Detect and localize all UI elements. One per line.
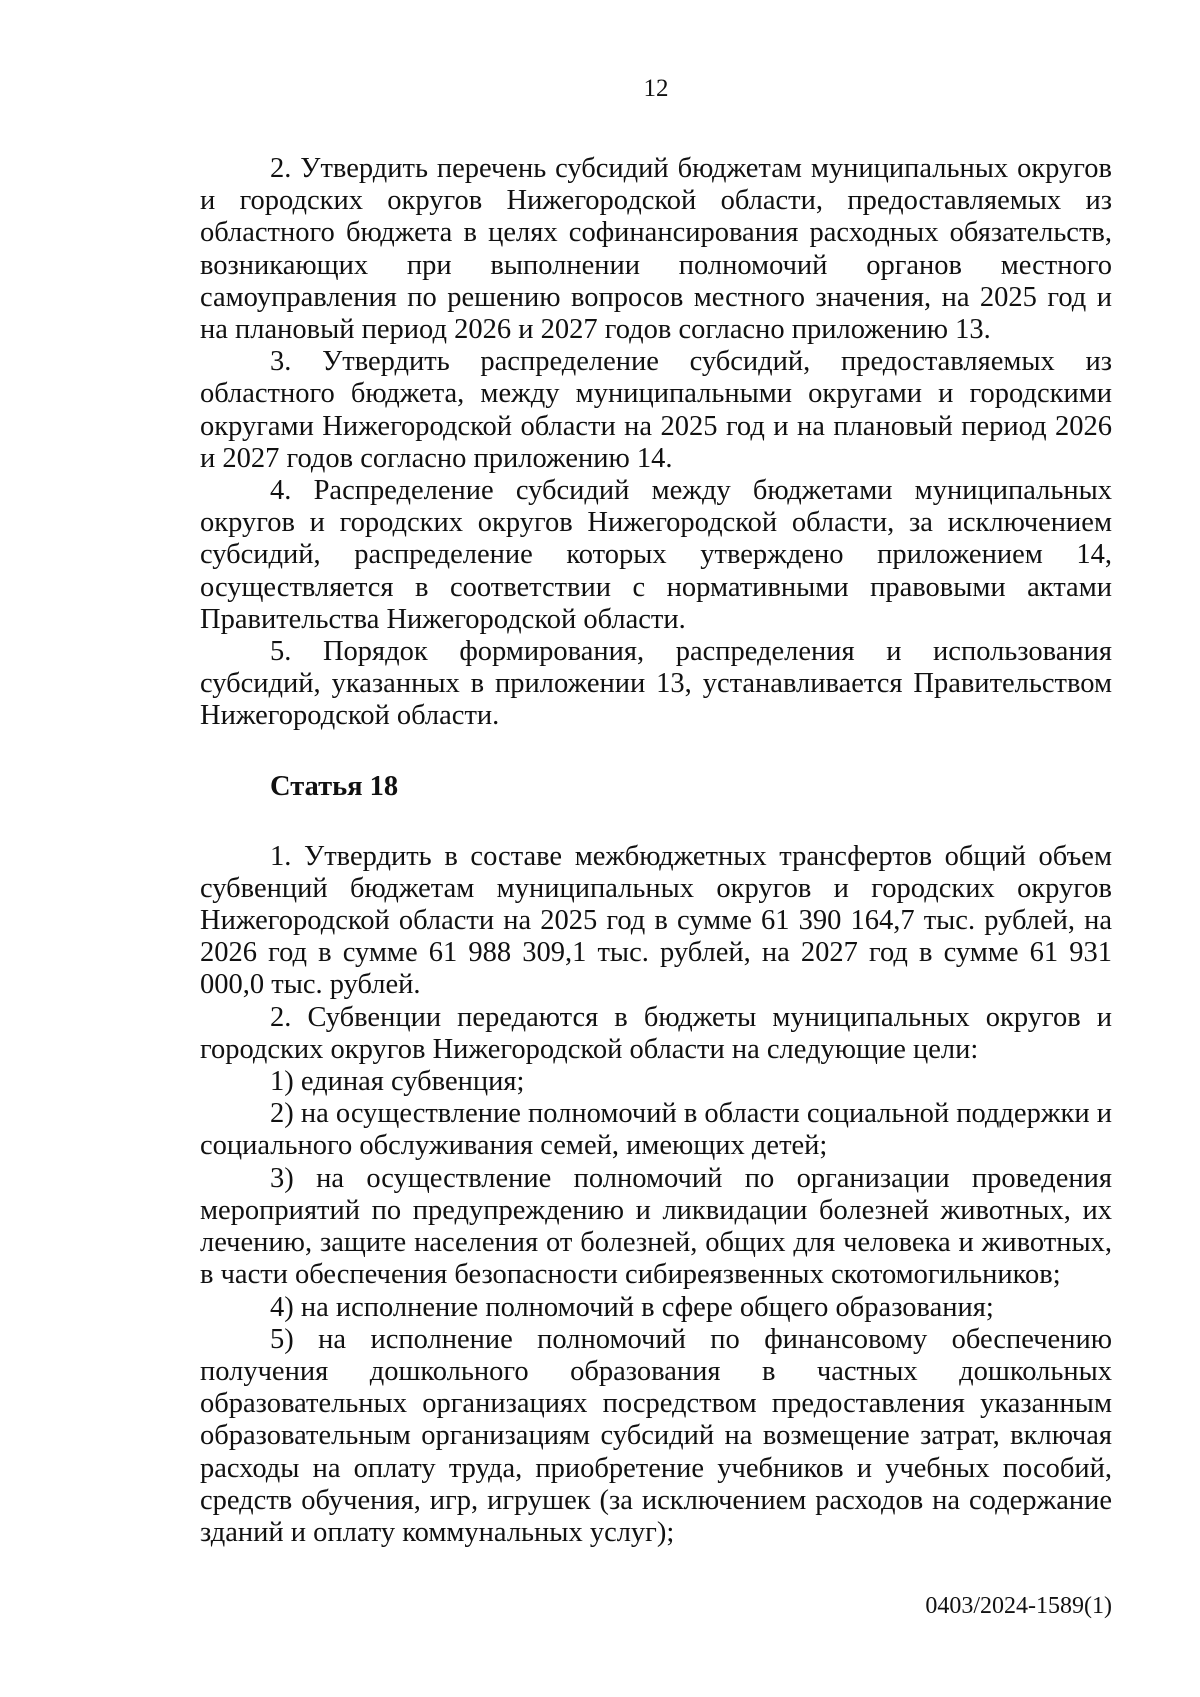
list-item-2: 2) на осуществление полномочий в области социальной поддержки и социального обслуживания семей, имеющих детей; bbox=[200, 1098, 1112, 1162]
article-paragraph-2: 2. Субвенции передаются в бюджеты муниципальных округов и городских округов Нижегородской области на следующие цели: bbox=[200, 1001, 1112, 1065]
paragraph-item-2: 2. Утвердить перечень субсидий бюджетам муниципальных округов и городских округов Нижегородской области, предоставляемых из областного бюджета в целях софинансирования расходных обязательств, возникающих при выполнении полномочий органов местного самоуправления по решению вопросов местного значения, на 2025 год и на плановый период 2026 и 2027 годов согласно приложению 13. bbox=[200, 153, 1112, 346]
article-paragraph-1: 1. Утвердить в составе межбюджетных трансфертов общий объем субвенций бюджетам муниципальных округов и городских округов Нижегородской области на 2025 год в сумме 61 390 164,7 тыс. рублей, на 2026 год в сумме 61 988 309,1 тыс. рублей, на 2027 год в сумме 61 931 000,0 тыс. рублей. bbox=[200, 840, 1112, 1001]
list-item-3: 3) на осуществление полномочий по организации проведения мероприятий по предупреждению и ликвидации болезней животных, их лечению, защите населения от болезней, общих для человека и животных, в части обеспечения безопасности сибиреязвенных скотомогильников; bbox=[200, 1162, 1112, 1291]
list-item-4: 4) на исполнение полномочий в сфере общего образования; bbox=[270, 1291, 994, 1323]
paragraph-item-3: 3. Утвердить распределение субсидий, предоставляемых из областного бюджета, между муниципальными округами и городскими округами Нижегородской области на 2025 год и на плановый период 2026 и 2027 годов согласно приложению 14. bbox=[200, 346, 1112, 474]
paragraph-item-4: 4. Распределение субсидий между бюджетами муниципальных округов и городских округов Нижегородской области, за исключением субсидий, распределение которых утверждено приложением 14, осуществляется в соответствии с нормативными правовыми актами Правительства Нижегородской области. bbox=[200, 475, 1112, 635]
list-item-1: 1) единая субвенция; bbox=[270, 1066, 525, 1098]
document-code: 0403/2024-1589(1) bbox=[925, 1593, 1112, 1619]
document-body bbox=[200, 153, 1112, 1549]
article-heading: Статья 18 bbox=[270, 770, 399, 802]
paragraph-item-5: 5. Порядок формирования, распределения и использования субсидий, указанных в приложении 13, устанавливается Правительством Нижегородской области. bbox=[200, 636, 1112, 732]
page-number: 12 bbox=[643, 75, 669, 102]
list-item-5: 5) на исполнение полномочий по финансовому обеспечению получения дошкольного образования в частных дошкольных образовательных организациях посредством предоставления указанным образовательным организациям субсидий на возмещение затрат, включая расходы на оплату труда, приобретение учебников и учебных пособий, средств обучения, игр, игрушек (за исключением расходов на содержание зданий и оплату коммунальных услуг); bbox=[200, 1323, 1112, 1548]
